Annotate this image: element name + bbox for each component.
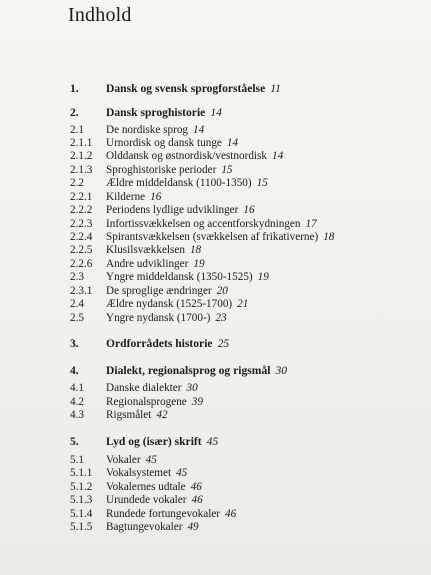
toc-page-number: 46 [190,481,202,493]
toc-entry-text [106,217,317,231]
toc-page-number: 46 [191,494,203,506]
toc-entry-number: 2.5 [70,312,84,324]
toc-entry-title: Spirantsvækkelsen (svækkelsen af frikativerne) [106,231,319,243]
toc-entry-number: 2.2.6 [70,258,93,270]
toc-entry-title: Ordforrådets historie [106,337,213,350]
toc-entry-text [106,123,204,137]
toc-section-row [70,480,421,494]
toc-entry-number: 2.4 [70,298,84,310]
toc-page-number: 19 [257,271,269,283]
toc-page-number: 45 [176,467,188,479]
toc-entry-number: 5.1.3 [70,494,93,506]
toc-section-row [70,453,421,467]
toc-entry-text [106,395,203,409]
toc-chapter-row [70,337,421,351]
toc-section-row [70,395,421,409]
toc-entry-number: 2.2 [70,177,84,189]
toc-page-number: 14 [210,106,222,119]
toc-section-row [70,149,421,163]
toc-entry-text [106,297,248,311]
toc-page-number: 19 [193,258,205,270]
toc-entry-title: Lyd og (især) skrift [106,435,202,448]
toc-entry-number: 5.1.5 [70,521,93,533]
toc-page-number: 23 [215,312,227,324]
toc-entry-number: 5.1 [70,454,84,466]
toc-entry-title: Rigsmålet [106,409,152,421]
toc-entry-text [106,337,229,351]
toc-chapter-row [70,82,421,96]
toc-entry-text [106,435,218,449]
toc-entry-title: Andre udviklinger [106,258,189,270]
toc-page-number: 42 [156,409,168,421]
toc-entry-text [106,243,201,257]
toc-section-row [70,176,421,190]
toc-entry-number: 2.1 [70,124,84,136]
toc-entry-title: Ældre middeldansk (1100-1350) [106,177,252,189]
toc-chapter-row [70,106,421,120]
toc-entry-number: 2. [70,106,79,119]
toc-entry-text [106,257,205,271]
toc-entry-number: 2.3 [70,271,84,283]
toc-page-number: 16 [150,191,162,203]
toc-section-row [70,284,421,298]
toc-section-row [70,381,421,395]
toc-entry-text [106,507,236,521]
toc-entry-text [106,311,227,325]
toc-page-number: 16 [243,204,255,216]
toc-section-row [70,163,421,177]
toc-page-number: 45 [206,435,219,448]
toc-entry-number: 2.2.4 [70,231,93,243]
toc-page-number: 49 [187,521,199,533]
toc-entry-text [106,106,222,120]
toc-entry-number: 2.1.2 [70,150,93,162]
toc-entry-number: 4.1 [70,382,84,394]
toc-page-number: 39 [191,396,203,408]
toc-entry-title: Dansk og svensk sprogforståelse [106,82,266,95]
toc-entry-title: Olddansk og østnordisk/vestnordisk [106,150,267,162]
toc-entry-number: 1. [70,82,79,95]
toc-section-row [70,190,421,204]
toc-entry-number: 2.1.3 [70,164,93,176]
toc-page-number: 11 [270,82,281,95]
toc-entry-text [106,230,334,244]
toc-page-number: 15 [221,164,233,176]
toc-entry-text [106,270,269,284]
toc-entry-number: 4.3 [70,409,84,421]
toc-section-row [70,217,421,231]
toc-entry-title: Periodens lydlige udviklinger [106,204,239,216]
toc-entry-text [106,190,161,204]
toc-page-number: 46 [225,508,237,520]
toc-section-row [70,243,421,257]
toc-entry-text [106,136,238,150]
toc-page-number: 14 [271,150,284,162]
toc-entry-title: Dansk sproghistorie [106,106,206,119]
page-title: Indhold [68,4,132,26]
toc-section-row [70,123,421,137]
toc-entry-title: Vokalernes udtale [106,481,186,493]
toc-page-number: 14 [193,124,205,136]
toc-entry-text [106,493,203,507]
toc-entry-title: Yngre nydansk (1700-) [106,312,211,324]
toc-entry-title: Yngre middeldansk (1350-1525) [106,271,253,283]
toc-entry-title: Urundede vokaler [106,494,187,506]
toc-entry-text [106,284,228,298]
toc-entry-text [106,466,187,480]
toc-entry-title: Vokaler [106,454,141,466]
toc-entry-text [106,163,233,177]
toc-entry-title: Regionalsprogene [106,396,187,408]
toc-entry-title: Infortissvækkelsen og accentforskydningen [106,218,301,230]
toc-page-number: 18 [323,231,335,243]
toc-entry-title: De nordiske sprog [106,124,189,136]
toc-entry-text [106,381,198,395]
toc-entry-number: 5. [70,435,79,448]
toc-entry-number: 5.1.1 [70,467,93,479]
toc-section-row [70,408,421,422]
toc-page-number: 21 [237,298,249,310]
toc-entry-title: Urnordisk og dansk tunge [106,137,222,149]
toc-entry-text [106,203,255,217]
toc-entry-title: Kilderne [106,191,146,203]
toc-entry-number: 2.1.1 [70,137,93,149]
toc-entry-text [106,149,283,163]
toc-section-row [70,297,421,311]
toc-entry-title: Sproghistoriske perioder [106,164,217,176]
toc-page-number: 45 [145,454,157,466]
toc-entry-title: Vokalsystemet [106,467,172,479]
toc-entry-number: 5.1.2 [70,481,93,493]
toc-page-number: 30 [275,364,288,377]
toc-section-row [70,466,421,480]
toc-page-number: 14 [226,137,239,149]
toc-entry-number: 2.2.5 [70,244,93,256]
toc-page-number: 17 [305,218,317,230]
toc-entry-number: 2.2.2 [70,204,93,216]
toc-entry-text [106,453,157,467]
toc-entry-text [106,520,199,534]
toc-entry-title: Bagtungevokaler [106,521,183,533]
toc-entry-title: Danske dialekter [106,382,182,394]
toc-section-row [70,136,421,150]
toc-section-row [70,507,421,521]
toc-chapter-row [70,435,421,449]
toc-entry-text [106,408,168,422]
toc-section-row [70,203,421,217]
toc-page-number: 18 [189,244,202,256]
toc-section-row [70,257,421,271]
toc-entry-number: 2.2.3 [70,218,93,230]
toc-entry-text [106,176,268,190]
toc-entry-title: Ældre nydansk (1525-1700) [106,298,233,310]
toc-entry-number: 4.2 [70,396,84,408]
toc-page-number: 30 [186,382,198,394]
toc-section-row [70,311,421,325]
toc-page-number: 20 [216,285,228,297]
toc-section-row [70,493,421,507]
toc-entry-text [106,364,287,378]
toc-page-number: 25 [217,337,230,350]
toc-page-number: 15 [256,177,268,189]
toc-entry-number: 2.2.1 [70,191,93,203]
toc-entry-title: Klusilsvækkelsen [106,244,185,256]
toc-entry-title: De sproglige ændringer [106,285,212,297]
toc-chapter-row [70,364,421,378]
toc-entry-number: 5.1.4 [70,508,93,520]
toc-entry-text [106,480,202,494]
toc-entry-text [106,82,281,96]
toc-entry-number: 3. [70,337,79,350]
toc-section-row [70,270,421,284]
toc-entry-title: Dialekt, regionalsprog og rigsmål [106,364,271,377]
toc-entry-number: 2.3.1 [70,285,93,297]
toc-section-row [70,520,421,534]
toc-section-row [70,230,421,244]
toc-entry-title: Rundede fortungevokaler [106,508,221,520]
toc-entry-number: 4. [70,364,79,377]
